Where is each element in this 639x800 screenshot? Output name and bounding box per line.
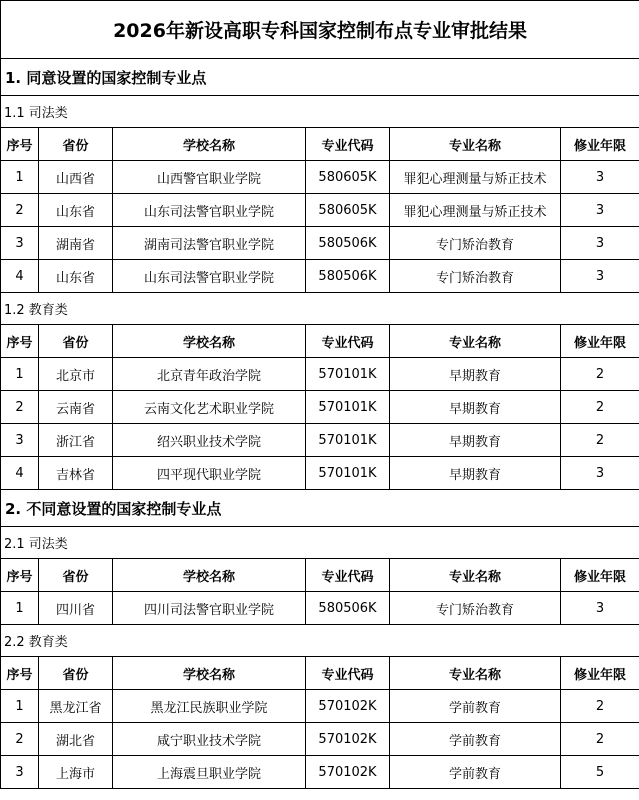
years-cell: 2 bbox=[561, 723, 639, 756]
column-header: 专业代码 bbox=[306, 325, 390, 358]
major-cell: 罪犯心理测量与矫正技术 bbox=[390, 161, 561, 194]
column-header: 专业名称 bbox=[390, 657, 561, 690]
table-header-row bbox=[1, 128, 639, 161]
column-header: 修业年限 bbox=[561, 325, 639, 358]
table-row bbox=[1, 227, 639, 260]
section-heading: 1. 同意设置的国家控制专业点 bbox=[1, 59, 639, 96]
province-cell: 山东省 bbox=[39, 260, 113, 293]
column-header: 专业代码 bbox=[306, 559, 390, 592]
school-cell: 四川司法警官职业学院 bbox=[113, 592, 306, 625]
years-cell: 3 bbox=[561, 260, 639, 293]
code-cell: 570102K bbox=[306, 723, 390, 756]
table-header-row bbox=[1, 559, 639, 592]
column-header: 学校名称 bbox=[113, 325, 306, 358]
major-cell: 早期教育 bbox=[390, 457, 561, 490]
group-label-row bbox=[1, 293, 639, 325]
title-row bbox=[1, 1, 639, 59]
table-row bbox=[1, 424, 639, 457]
column-header: 专业名称 bbox=[390, 559, 561, 592]
table-row bbox=[1, 161, 639, 194]
seq-cell: 1 bbox=[1, 690, 39, 723]
school-cell: 山东司法警官职业学院 bbox=[113, 194, 306, 227]
column-header: 省份 bbox=[39, 128, 113, 161]
school-cell: 咸宁职业技术学院 bbox=[113, 723, 306, 756]
table-row bbox=[1, 260, 639, 293]
major-cell: 早期教育 bbox=[390, 424, 561, 457]
table-row bbox=[1, 756, 639, 789]
seq-cell: 2 bbox=[1, 194, 39, 227]
school-cell: 云南文化艺术职业学院 bbox=[113, 391, 306, 424]
code-cell: 570101K bbox=[306, 457, 390, 490]
section-heading-row bbox=[1, 59, 639, 96]
major-cell: 专门矫治教育 bbox=[390, 260, 561, 293]
column-header: 省份 bbox=[39, 325, 113, 358]
column-header: 学校名称 bbox=[113, 128, 306, 161]
province-cell: 山西省 bbox=[39, 161, 113, 194]
column-header: 专业代码 bbox=[306, 128, 390, 161]
province-cell: 四川省 bbox=[39, 592, 113, 625]
school-cell: 北京青年政治学院 bbox=[113, 358, 306, 391]
code-cell: 580506K bbox=[306, 227, 390, 260]
column-header: 序号 bbox=[1, 559, 39, 592]
group-label: 2.1 司法类 bbox=[1, 527, 639, 559]
table-row bbox=[1, 723, 639, 756]
major-cell: 专门矫治教育 bbox=[390, 227, 561, 260]
major-cell: 学前教育 bbox=[390, 690, 561, 723]
code-cell: 570101K bbox=[306, 424, 390, 457]
school-cell: 山东司法警官职业学院 bbox=[113, 260, 306, 293]
group-label-row bbox=[1, 96, 639, 128]
major-cell: 早期教育 bbox=[390, 391, 561, 424]
table-row bbox=[1, 391, 639, 424]
seq-cell: 4 bbox=[1, 260, 39, 293]
group-label: 2.2 教育类 bbox=[1, 625, 639, 657]
column-header: 学校名称 bbox=[113, 657, 306, 690]
school-cell: 绍兴职业技术学院 bbox=[113, 424, 306, 457]
province-cell: 黑龙江省 bbox=[39, 690, 113, 723]
table-row bbox=[1, 457, 639, 490]
years-cell: 2 bbox=[561, 358, 639, 391]
code-cell: 570102K bbox=[306, 756, 390, 789]
school-cell: 上海震旦职业学院 bbox=[113, 756, 306, 789]
seq-cell: 3 bbox=[1, 227, 39, 260]
table-header-row bbox=[1, 657, 639, 690]
province-cell: 云南省 bbox=[39, 391, 113, 424]
province-cell: 吉林省 bbox=[39, 457, 113, 490]
column-header: 专业名称 bbox=[390, 325, 561, 358]
years-cell: 2 bbox=[561, 690, 639, 723]
school-cell: 黑龙江民族职业学院 bbox=[113, 690, 306, 723]
group-label: 1.2 教育类 bbox=[1, 293, 639, 325]
code-cell: 580506K bbox=[306, 260, 390, 293]
seq-cell: 1 bbox=[1, 358, 39, 391]
results-table-body bbox=[1, 1, 639, 789]
group-label-row bbox=[1, 625, 639, 657]
table-row bbox=[1, 592, 639, 625]
years-cell: 3 bbox=[561, 592, 639, 625]
major-cell: 罪犯心理测量与矫正技术 bbox=[390, 194, 561, 227]
years-cell: 2 bbox=[561, 391, 639, 424]
province-cell: 湖南省 bbox=[39, 227, 113, 260]
code-cell: 580605K bbox=[306, 194, 390, 227]
column-header: 专业代码 bbox=[306, 657, 390, 690]
seq-cell: 4 bbox=[1, 457, 39, 490]
seq-cell: 3 bbox=[1, 424, 39, 457]
section-heading: 2. 不同意设置的国家控制专业点 bbox=[1, 490, 639, 527]
table-row bbox=[1, 690, 639, 723]
school-cell: 湖南司法警官职业学院 bbox=[113, 227, 306, 260]
code-cell: 580506K bbox=[306, 592, 390, 625]
seq-cell: 2 bbox=[1, 723, 39, 756]
years-cell: 3 bbox=[561, 194, 639, 227]
column-header: 修业年限 bbox=[561, 128, 639, 161]
column-header: 省份 bbox=[39, 559, 113, 592]
province-cell: 山东省 bbox=[39, 194, 113, 227]
seq-cell: 3 bbox=[1, 756, 39, 789]
seq-cell: 2 bbox=[1, 391, 39, 424]
years-cell: 5 bbox=[561, 756, 639, 789]
table-row bbox=[1, 194, 639, 227]
column-header: 序号 bbox=[1, 657, 39, 690]
column-header: 省份 bbox=[39, 657, 113, 690]
province-cell: 湖北省 bbox=[39, 723, 113, 756]
table-header-row bbox=[1, 325, 639, 358]
years-cell: 3 bbox=[561, 161, 639, 194]
column-header: 专业名称 bbox=[390, 128, 561, 161]
major-cell: 学前教育 bbox=[390, 756, 561, 789]
code-cell: 570102K bbox=[306, 690, 390, 723]
major-cell: 专门矫治教育 bbox=[390, 592, 561, 625]
code-cell: 570101K bbox=[306, 358, 390, 391]
province-cell: 上海市 bbox=[39, 756, 113, 789]
group-label: 1.1 司法类 bbox=[1, 96, 639, 128]
column-header: 学校名称 bbox=[113, 559, 306, 592]
school-cell: 四平现代职业学院 bbox=[113, 457, 306, 490]
column-header: 修业年限 bbox=[561, 657, 639, 690]
column-header: 序号 bbox=[1, 128, 39, 161]
column-header: 序号 bbox=[1, 325, 39, 358]
years-cell: 2 bbox=[561, 424, 639, 457]
section-heading-row bbox=[1, 490, 639, 527]
code-cell: 580605K bbox=[306, 161, 390, 194]
code-cell: 570101K bbox=[306, 391, 390, 424]
years-cell: 3 bbox=[561, 227, 639, 260]
column-header: 修业年限 bbox=[561, 559, 639, 592]
major-cell: 学前教育 bbox=[390, 723, 561, 756]
page-title: 2026年新设高职专科国家控制布点专业审批结果 bbox=[1, 1, 639, 59]
major-cell: 早期教育 bbox=[390, 358, 561, 391]
school-cell: 山西警官职业学院 bbox=[113, 161, 306, 194]
province-cell: 北京市 bbox=[39, 358, 113, 391]
table-row bbox=[1, 358, 639, 391]
group-label-row bbox=[1, 527, 639, 559]
seq-cell: 1 bbox=[1, 592, 39, 625]
seq-cell: 1 bbox=[1, 161, 39, 194]
province-cell: 浙江省 bbox=[39, 424, 113, 457]
years-cell: 3 bbox=[561, 457, 639, 490]
